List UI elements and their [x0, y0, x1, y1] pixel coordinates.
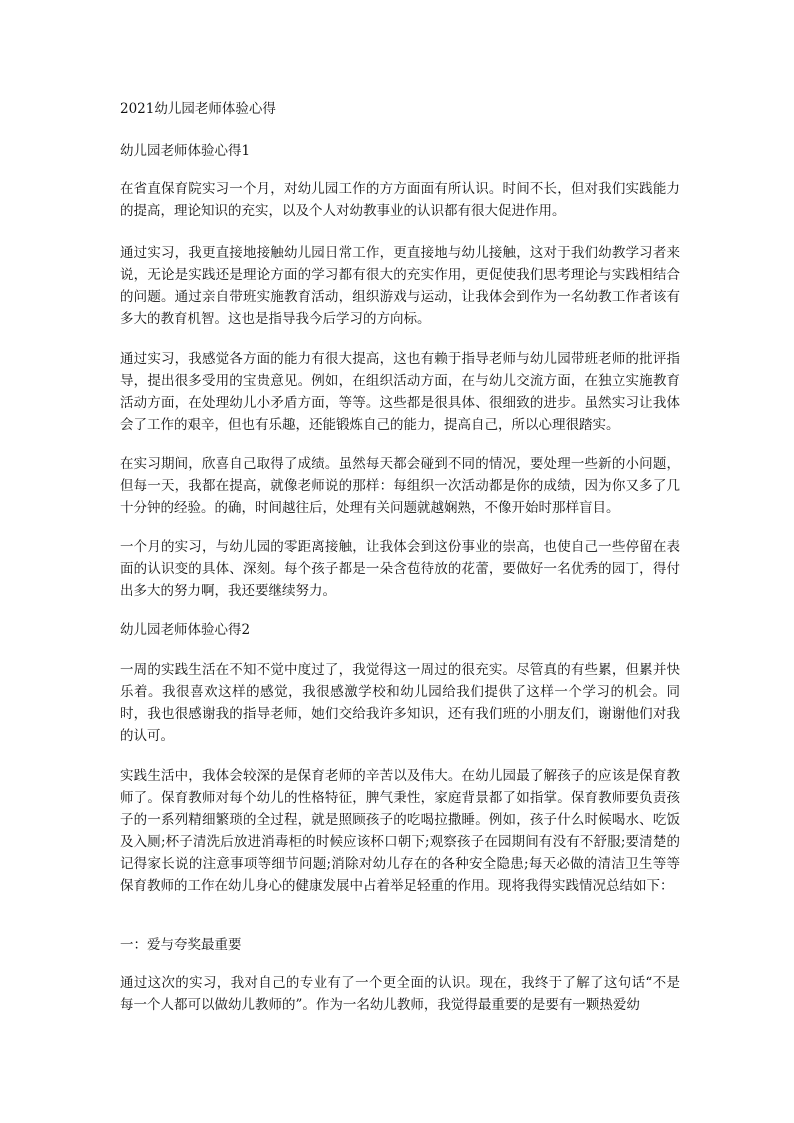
document-title: 2021幼儿园老师体验心得	[120, 101, 276, 117]
section-2-paragraph: 实践生活中，我体会较深的是保育老师的辛苦以及伟大。在幼儿园最了解孩子的应该是保育教师了。保育教师对每个幼儿的性格特征，脾气秉性，家庭背景都了如指掌。保育教师要负责孩子的一系列精细繁琐的全过程，就是照顾孩子的吃喝拉撒睡。例如，孩子什么时候喝水、吃饭及入厕;杯子清洗后放进消毒柜的时候应该杯口朝下;观察孩子在园期间有没有不舒服;要清楚的记得家长说的注意事项等细节问题;消除对幼儿存在的各种安全隐患;每天必做的清洁卫生等等保育教师的工作在幼儿身心的健康发展中占着举足轻重的作用。现将我得实践情况总结如下：	[120, 768, 680, 894]
section-2-paragraph: 一周的实践生活在不知不觉中度过了，我觉得这一周过的很充实。尽管真的有些累，但累并快乐着。我很喜欢这样的感觉，我很感激学校和幼儿园给我们提供了这样一个学习的机会。同时，我也很感谢我的指导老师，她们交给我许多知识，还有我们班的小朋友们，谢谢他们对我的认可。	[120, 662, 680, 744]
section-1-heading: 幼儿园老师体验心得1	[120, 143, 251, 159]
section-1-paragraph: 在实习期间，欣喜自己取得了成绩。虽然每天都会碰到不同的情况，要处理一些新的小问题，但每一天，我都在提高，就像老师说的那样：每组织一次活动都是你的成绩，因为你又多了几十分钟的经验。的确，时间越往后，处理有关问题就越娴熟，不像开始时那样盲目。	[120, 456, 680, 516]
section-2-paragraph: 通过这次的实习，我对自己的专业有了一个更全面的认识。现在，我终于了解了这句话“不是每一个人都可以做幼儿教师的”。作为一名幼儿教师，我觉得最重要的是要有一颗热爱幼	[120, 975, 680, 1013]
subsection-heading: 一：爱与夸奖最重要	[120, 937, 242, 953]
section-1-paragraph: 在省直保育院实习一个月，对幼儿园工作的方方面面有所认识。时间不长，但对我们实践能力的提高，理论知识的充实，以及个人对幼教事业的认识都有很大促进作用。	[120, 181, 680, 219]
section-1-paragraph: 通过实习，我更直接地接触幼儿园日常工作，更直接地与幼儿接触，这对于我们幼教学习者来说，无论是实践还是理论方面的学习都有很大的充实作用，更促使我们思考理论与实践相结合的问题。通过亲自带班实施教育活动，组织游戏与运动，让我体会到作为一名幼教工作者该有多大的教育机智。这也是指导我今后学习的方向标。	[120, 245, 680, 327]
section-1-paragraph: 一个月的实习，与幼儿园的零距离接触，让我体会到这份事业的崇高，也使自己一些停留在表面的认识变的具体、深刻。每个孩子都是一朵含苞待放的花蕾，要做好一名优秀的园丁，得付出多大的努力啊，我还要继续努力。	[120, 539, 680, 599]
section-2-heading: 幼儿园老师体验心得2	[120, 622, 251, 638]
section-1-paragraph: 通过实习，我感觉各方面的能力有很大提高，这也有赖于指导老师与幼儿园带班老师的批评指导，提出很多受用的宝贵意见。例如，在组织活动方面，在与幼儿交流方面，在独立实施教育活动方面，在处理幼儿小矛盾方面，等等。这些都是很具体、很细致的进步。虽然实习让我体会了工作的艰辛，但也有乐趣，还能锻炼自己的能力，提高自己，所以心理很踏实。	[120, 351, 680, 433]
